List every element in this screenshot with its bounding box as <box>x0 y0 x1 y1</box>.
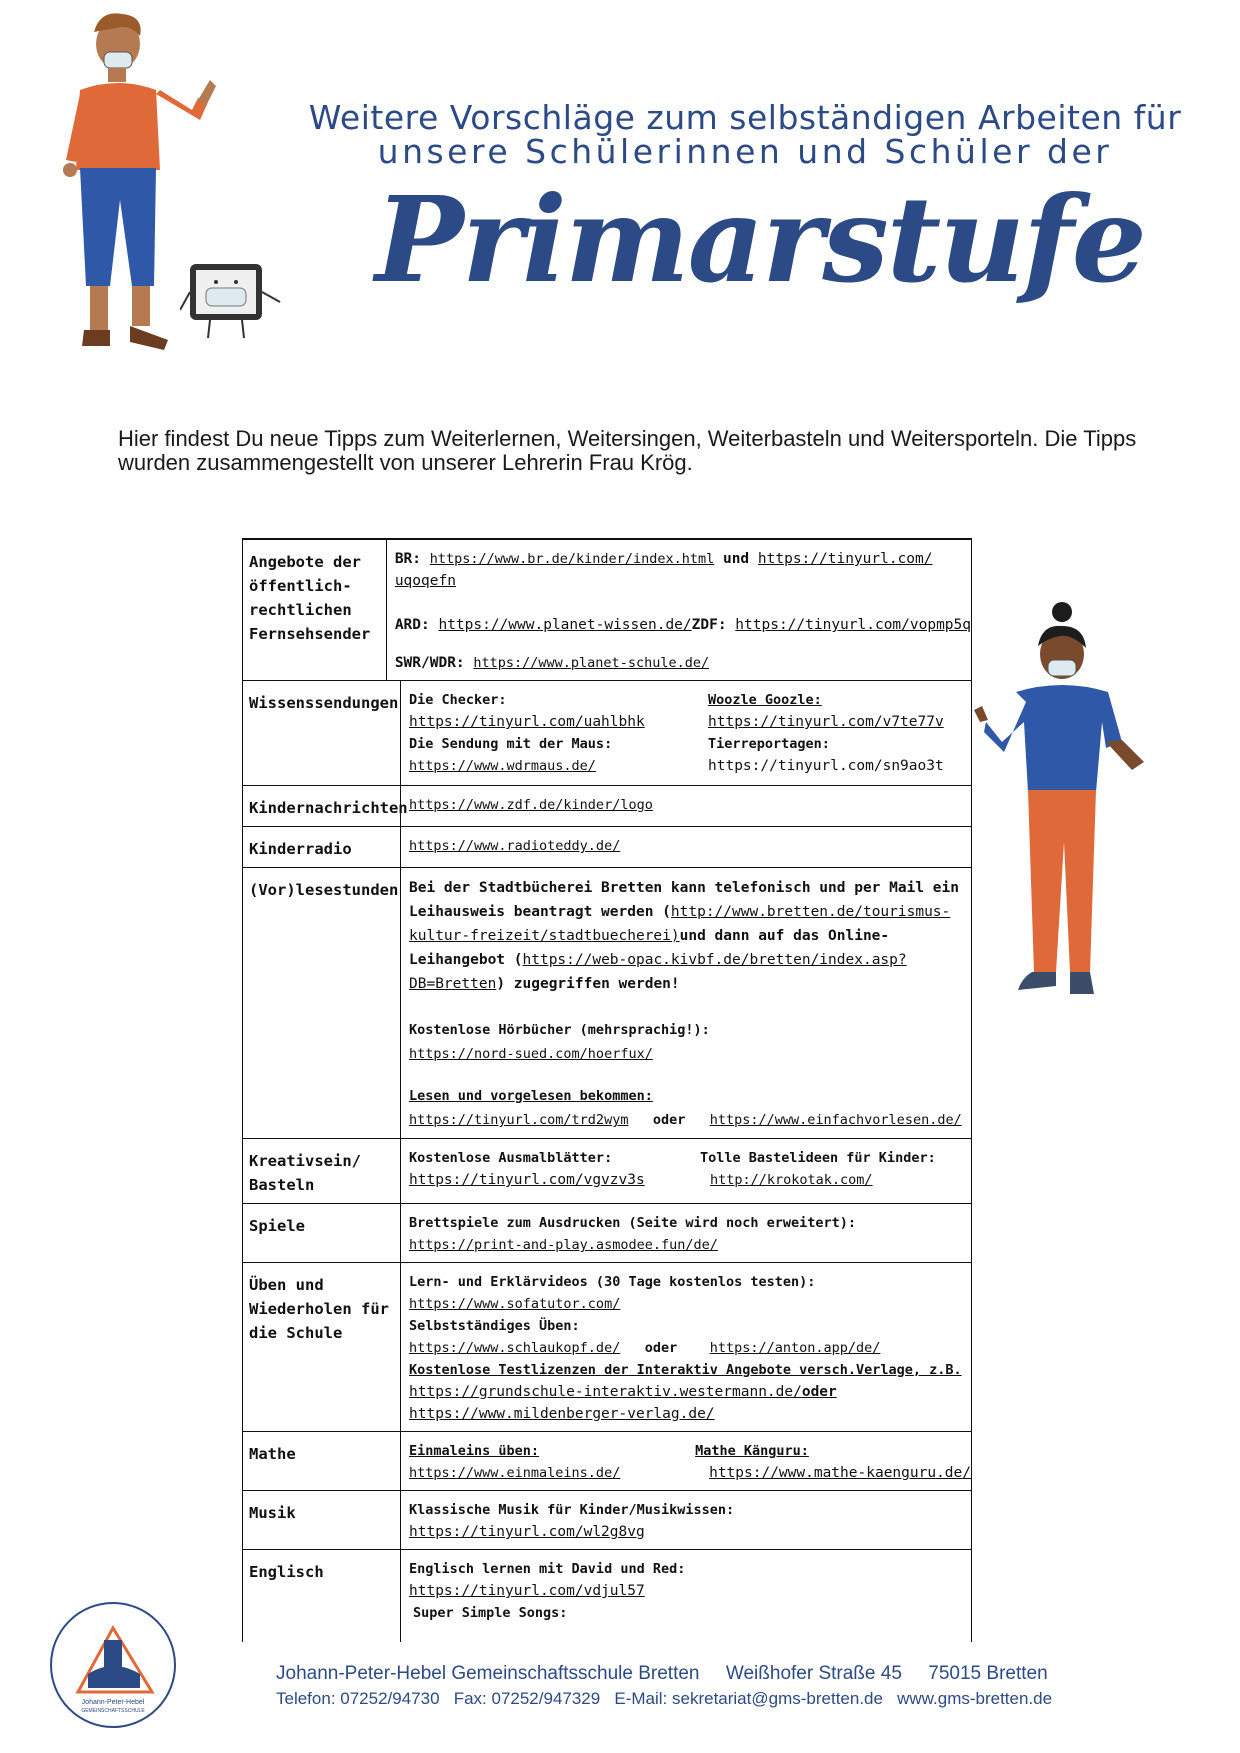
paragraph-text: und dann auf das Online-Leihangebot ( <box>409 928 890 968</box>
link[interactable]: https://www.mathe-kaenguru.de/ <box>709 1465 971 1481</box>
content-cell <box>401 1204 971 1262</box>
link[interactable]: https://www.einfachvorlesen.de/ <box>709 1112 962 1128</box>
table-row <box>243 1490 971 1549</box>
table-row <box>243 680 971 785</box>
category-cell: Spiele <box>243 1204 401 1262</box>
table-row <box>243 1262 971 1431</box>
link[interactable]: https://www.schlaukopf.de/ <box>409 1340 621 1356</box>
link[interactable]: https://www.sofatutor.com/ <box>409 1296 621 1312</box>
content-cell <box>401 1432 971 1490</box>
link-label: Englisch lernen mit David und Red: <box>409 1561 686 1577</box>
link-label: und <box>722 551 750 567</box>
content-cell <box>401 786 971 826</box>
table-row <box>243 538 971 680</box>
link[interactable]: https://tinyurl.com/sn9ao3t <box>708 758 944 774</box>
resources-table <box>242 538 972 1642</box>
content-cell <box>401 1550 971 1642</box>
category-cell: Kindernachrichten <box>243 786 401 826</box>
title-line-2: unsere Schülerinnen und Schüler der <box>377 132 1113 171</box>
category-cell: Englisch <box>243 1550 401 1642</box>
link-label: Kostenlose Hörbücher (mehrsprachig!): <box>409 1022 710 1038</box>
content-cell <box>401 827 971 867</box>
link-label: Selbstständiges Üben: <box>409 1318 580 1334</box>
link-label: Lesen und vorgelesen bekommen: <box>409 1088 653 1104</box>
link[interactable]: https://tinyurl.com/wl2g8vg <box>409 1524 645 1540</box>
link[interactable]: https://tinyurl.com/v7te77v <box>708 714 944 730</box>
link[interactable]: https://tinyurl.com/vopmp5q <box>735 617 971 633</box>
content-cell <box>401 1491 971 1549</box>
link[interactable]: https://tinyurl.com/uahlbhk <box>409 714 645 730</box>
content-cell <box>401 1263 971 1431</box>
link[interactable]: https://grundschule-interaktiv.westermann.de/ <box>409 1384 802 1400</box>
content-cell <box>387 540 971 680</box>
link[interactable]: http://krokotak.com/ <box>710 1172 873 1188</box>
link-label: Kostenlose Testlizenzen der Interaktiv Angebote versch.Verlage, z.B. <box>409 1362 962 1378</box>
girl-illustration <box>972 602 1162 1022</box>
content-cell <box>401 868 971 1138</box>
link[interactable]: https://tinyurl.com/ <box>757 551 933 567</box>
link[interactable]: https://www.radioteddy.de/ <box>409 838 621 854</box>
link-label: Klassische Musik für Kinder/Musikwissen: <box>409 1502 735 1518</box>
link[interactable]: https://www.wdrmaus.de/ <box>409 758 596 774</box>
link[interactable]: https://www.einmaleins.de/ <box>409 1465 621 1481</box>
table-row <box>243 867 971 1138</box>
link[interactable]: https://www.mildenberger-verlag.de/ <box>409 1406 715 1422</box>
table-row <box>243 1138 971 1203</box>
title-line-1: Weitere Vorschläge zum selbständigen Arbeiten für <box>308 98 1182 137</box>
link-label: Brettspiele zum Ausdrucken (Seite wird noch erweitert): <box>409 1215 857 1231</box>
link[interactable]: https://www.planet-wissen.de/ <box>438 617 692 633</box>
table-row <box>243 1431 971 1490</box>
link-label: Tolle Bastelideen für Kinder: <box>700 1150 936 1166</box>
link-label: Mathe Känguru: <box>695 1443 809 1459</box>
link-label: Die Checker: <box>409 692 507 708</box>
paragraph-text: Bei der Stadtbücherei Bretten kann telefonisch und per Mail ein Leihausweis beantragt werden ( <box>409 880 959 920</box>
link-label: Die Sendung mit der Maus: <box>409 736 613 752</box>
tablet-illustration <box>180 262 290 342</box>
category-cell: Kinderradio <box>243 827 401 867</box>
link[interactable]: https://nord-sued.com/hoerfux/ <box>409 1046 653 1062</box>
link-label: Woozle Goozle: <box>708 692 822 708</box>
link[interactable]: https://web-opac.kivbf.de/bretten/index.asp?DB=Bretten <box>409 952 907 992</box>
category-cell: Angebote der öffentlich-rechtlichen Fernsehsender <box>243 540 387 680</box>
link-label: ARD: <box>394 617 430 633</box>
table-row <box>243 785 971 826</box>
link-label: SWR/WDR: <box>394 655 465 671</box>
link-label: oder <box>801 1384 837 1400</box>
link[interactable]: https://print-and-play.asmodee.fun/de/ <box>409 1237 718 1253</box>
category-cell: (Vor)lesestunden <box>243 868 401 1138</box>
category-cell: Wissenssendungen <box>243 681 401 785</box>
category-cell: Kreativsein/ Basteln <box>243 1139 401 1203</box>
link[interactable]: https://www.br.de/kinder/index.html <box>429 551 715 567</box>
link-label: oder <box>644 1340 678 1356</box>
footer-contact: Telefon: 07252/94730 Fax: 07252/947329 E-Mail: sekretariat@gms-bretten.de www.gms-bretten.de <box>276 1689 1053 1708</box>
category-cell: Musik <box>243 1491 401 1549</box>
link-label: Super Simple Songs: <box>413 1605 568 1621</box>
category-cell: Üben und Wiederholen für die Schule <box>243 1263 401 1431</box>
link-label: Tierreportagen: <box>708 736 830 752</box>
link[interactable]: https://www.zdf.de/kinder/logo <box>409 797 653 813</box>
link-label: Einmaleins üben: <box>409 1443 540 1459</box>
link[interactable]: http://www.bretten.de/tourismus-kultur-freizeit/stadtbuecherei) <box>409 904 951 944</box>
link[interactable]: https://tinyurl.com/vgvzv3s <box>409 1172 645 1188</box>
link-label: Kostenlose Ausmalblätter: <box>409 1150 613 1166</box>
link[interactable]: https://tinyurl.com/vdjul57 <box>409 1583 645 1599</box>
intro-text: Hier findest Du neue Tipps zum Weiterlernen, Weitersingen, Weiterbasteln und Weitersporteln. Die Tipps wurden zusammengestellt von unserer Lehrerin Frau Krög. <box>118 426 1137 475</box>
link-label: BR: <box>394 551 422 567</box>
link-label: oder <box>652 1112 686 1128</box>
link[interactable]: uqoqefn <box>394 573 456 589</box>
content-cell <box>401 1139 971 1203</box>
link-label: ZDF: <box>691 617 727 633</box>
logo-subtext: GEMEINSCHAFTSSCHULE <box>81 1708 145 1714</box>
footer-address: Johann-Peter-Hebel Gemeinschaftsschule Bretten Weißhofer Straße 45 75015 Bretten <box>276 1663 1048 1684</box>
table-row <box>243 1549 971 1642</box>
table-row <box>243 826 971 867</box>
link[interactable]: https://www.planet-schule.de/ <box>473 655 710 671</box>
paragraph-text: ) zugegriffen werden! <box>496 976 680 992</box>
content-cell <box>401 681 971 785</box>
category-cell: Mathe <box>243 1432 401 1490</box>
table-row <box>243 1203 971 1262</box>
title-primarstufe: Primarstufe <box>375 170 1145 309</box>
logo-text: Johann-Peter-Hebel <box>81 1699 145 1706</box>
link[interactable]: https://tinyurl.com/trd2wym <box>409 1112 629 1128</box>
link[interactable]: https://anton.app/de/ <box>709 1340 881 1356</box>
link-label: Lern- und Erklärvideos (30 Tage kostenlos testen): <box>409 1274 816 1290</box>
school-logo <box>48 1600 178 1730</box>
